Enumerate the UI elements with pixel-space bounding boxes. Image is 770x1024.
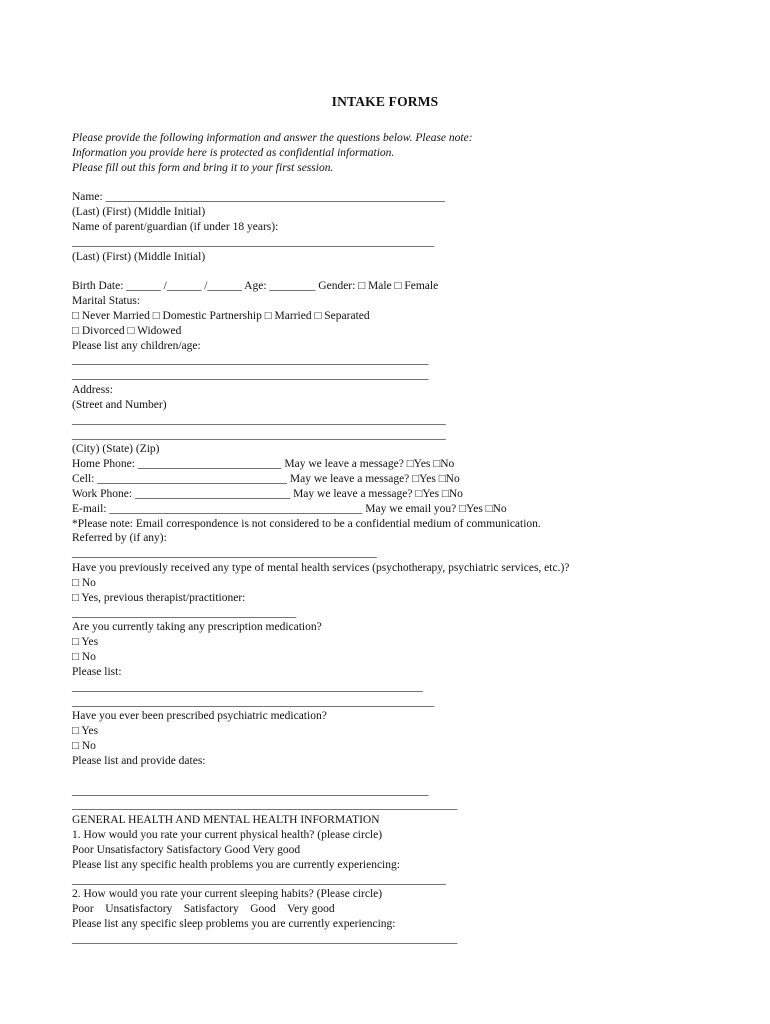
form-line: □ Yes: [72, 725, 99, 738]
intro-line: Please fill out this form and bring it to your first session.: [72, 161, 334, 174]
form-line: □ Yes, previous therapist/practitioner:: [72, 591, 246, 604]
form-line: ___________________________________________________________________: [72, 799, 458, 812]
form-line: □ Yes: [72, 636, 99, 649]
form-line: _______________________________________________________________: [72, 235, 435, 248]
form-line: _________________________________________________________________: [72, 428, 446, 441]
form-line: Have you ever been prescribed psychiatric medication?: [72, 710, 327, 723]
form-line: Please list any specific health problems you are currently experiencing:: [72, 858, 400, 871]
form-line: Cell: _________________________________ May we leave a message? □Yes □No: [72, 473, 460, 486]
form-line: ___________________________________________________________________: [72, 932, 458, 945]
form-line: _______________________________________: [72, 606, 297, 619]
form-line: _______________________________________________________________: [72, 695, 435, 708]
form-line: □ Never Married □ Domestic Partnership □ Married □ Separated: [72, 309, 370, 322]
form-line: *Please note: Email correspondence is not considered to be a confidential medium of communication.: [72, 517, 541, 530]
form-line: Are you currently taking any prescription medication?: [72, 621, 322, 634]
form-line: ______________________________________________________________: [72, 784, 429, 797]
form-line: Please list any specific sleep problems you are currently experiencing:: [72, 917, 396, 930]
form-line: 2. How would you rate your current sleeping habits? (Please circle): [72, 888, 383, 901]
form-line: (Last) (First) (Middle Initial): [72, 250, 206, 263]
form-line: ______________________________________________________________: [72, 354, 429, 367]
form-line: Address:: [72, 384, 113, 397]
form-line: □ No: [72, 576, 96, 589]
form-line: Poor Unsatisfactory Satisfactory Good Very good: [72, 903, 335, 916]
page-title: INTAKE FORMS: [331, 94, 439, 109]
form-line: Marital Status:: [72, 295, 141, 308]
form-line: Home Phone: _________________________ May we leave a message? □Yes □No: [72, 458, 455, 471]
form-line: _____________________________________________________: [72, 547, 377, 560]
form-line: Please list and provide dates:: [72, 754, 206, 767]
intro-line: Information you provide here is protected as confidential information.: [72, 146, 395, 159]
form-line: Name of parent/guardian (if under 18 years):: [72, 220, 279, 233]
form-line: □ Divorced □ Widowed: [72, 324, 182, 337]
form-line: GENERAL HEALTH AND MENTAL HEALTH INFORMATION: [72, 814, 380, 827]
form-line: _________________________________________________________________: [72, 873, 446, 886]
form-line: (Last) (First) (Middle Initial): [72, 206, 206, 219]
form-line: 1. How would you rate your current physical health? (please circle): [72, 829, 383, 841]
form-line: (Street and Number): [72, 398, 167, 411]
form-line: (City) (State) (Zip): [72, 443, 160, 456]
form-line: Poor Unsatisfactory Satisfactory Good Very good: [72, 843, 301, 856]
form-line: □ No: [72, 740, 96, 753]
form-line: Please list:: [72, 665, 122, 678]
form-line: _____________________________________________________________: [72, 680, 423, 693]
form-line: Please list any children/age:: [72, 339, 201, 352]
form-line: □ No: [72, 651, 96, 664]
form-line: _________________________________________________________________: [72, 413, 446, 426]
intro-line: Please provide the following information and answer the questions below. Please note:: [72, 132, 473, 144]
form-line: Birth Date: ______ /______ /______ Age: ________ Gender: □ Male □ Female: [72, 280, 439, 293]
form-line: E-mail: ____________________________________________ May we email you? □Yes □No: [72, 502, 507, 515]
form-line: ______________________________________________________________: [72, 369, 429, 382]
form-line: Work Phone: ___________________________ May we leave a message? □Yes □No: [72, 487, 463, 500]
form-line: Have you previously received any type of mental health services (psychotherapy, psychiatric services, etc.)?: [72, 562, 570, 575]
form-line: Name: ___________________________________________________________: [72, 191, 445, 204]
form-line: Referred by (if any):: [72, 532, 167, 545]
